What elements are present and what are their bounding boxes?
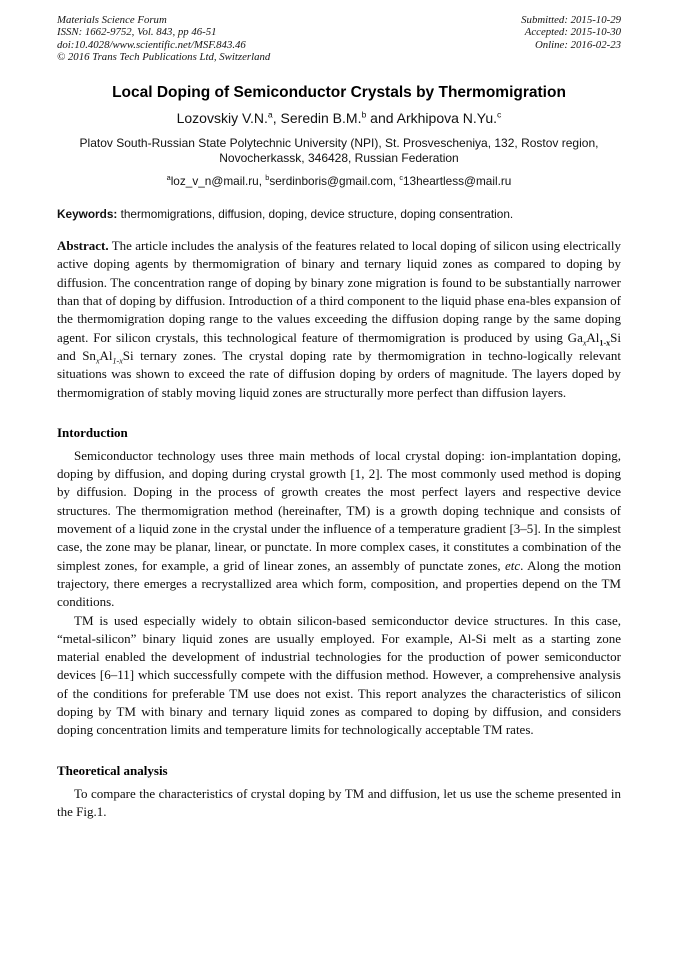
introduction-paragraph-1: Semiconductor technology uses three main methods of local crystal doping: ion-implantation doping, doping by diffusion, and doping during crystal growth [1, 2]. The most commonly used method is doping by diffusion. Doping in the process of growth creates the most perfect layers and respective device structures. The thermomigration method (hereinafter, TM) is a growth doping technique and consists of movement of a liquid zone in the crystal under the influence of a temperature gradient [3–5]. In the simplest case, the zone may be planar, linear, or punctate. In more complex cases, it constitutes a combination of the simplest zones, for example, a grid of linear zones, an assembly of punctate zones, etc. Along the motion trajectory, there emerges a recrystallized area which form, composition, and properties depend on the TM conditions. (57, 447, 621, 610)
keywords-label: Keywords: (57, 207, 118, 222)
abstract-paragraph (57, 237, 621, 402)
accepted-date: Accepted: 2015-10-30 (524, 26, 621, 39)
journal-header (57, 14, 621, 63)
section-heading-theoretical-analysis: Theoretical analysis (57, 762, 168, 778)
journal-issn-volume: ISSN: 1662-9752, Vol. 843, pp 46-51 (57, 26, 217, 39)
journal-doi: doi:10.4028/www.scientific.net/MSF.843.46 (57, 38, 246, 51)
submission-dates (521, 14, 621, 63)
online-date: Online: 2016-02-23 (534, 38, 621, 51)
journal-copyright: © 2016 Trans Tech Publications Ltd, Switzerland (57, 50, 271, 63)
keywords-text: thermomigrations, diffusion, doping, device structure, doping consentration. (117, 207, 514, 222)
theoretical-analysis-paragraph-1: To compare the characteristics of crystal doping by TM and diffusion, let us use the scheme presented in the Fig.1. (57, 785, 621, 819)
paper-title: Local Doping of Semiconductor Crystals by Thermomigration (112, 84, 566, 102)
journal-info (57, 14, 270, 63)
emails-line: $^a$loz_v_n@mail.ru, $^b$serdinboris@gmail.com, $^c$13heartless@mail.ru (166, 173, 512, 189)
abstract-text: The article includes the analysis of the features related to local doping of silicon using electrically active doping agents by thermomigration of binary and ternary liquid zones as compared to doping by diffusion. The concentration range of doping by binary zone migration is found to be substantially narrower than that of doping by diffusion. Introduction of a third component to the liquid phase ena-bles expansion of the thermomigration doping range to the values exceeding the diffusion doping range by the same doping agent. For silicon crystals, this technological feature of thermomigration is produced by using $Ga_xAl_{1-x}Si$ and $Sn_xAl_{1-x}Si$ ternary zones. The crystal doping rate by thermomigration in techno-logically relevant situations was shown to exceed the rate of diffusion doping by orders of magnitude. The layers doped by thermomigration of stably moving liquid zones are structurally more perfect than diffusion layers. (57, 238, 621, 400)
authors-line: Lozovskiy V.N.$^a$, Seredin B.M.$^b$ and Arkhipova N.Yu.$^c$ (176, 109, 502, 127)
keywords-line (57, 207, 621, 221)
abstract-label: Abstract. (57, 238, 109, 254)
journal-name: Materials Science Forum (57, 14, 167, 26)
affiliation: Platov South-Russian State Polytechnic University (NPI), St. Prosvescheniya, 132, Rostov region, Novocherkassk, 346428, Russian Federation (79, 136, 599, 165)
submitted-date: Submitted: 2015-10-29 (521, 14, 621, 26)
section-heading-introduction: Intorduction (57, 424, 128, 440)
introduction-paragraph-2: TM is used especially widely to obtain silicon-based semiconductor device structures. In this case, “metal-silicon” binary liquid zones are usually employed. For example, Al-Si melt as a starting zone material enabled the development of industrial technologies for the production of power semiconductor devices [6–11] which successfully compete with the diffusion method. However, a comprehensive analysis of the conditions for preferable TM use does not exist. This report analyzes the characteristics of silicon doping by TM with binary and ternary liquid zones as compared to doping by diffusion, and considers doping concentration limits and temperature limits for technologically acceptable TM rates. (57, 612, 621, 738)
